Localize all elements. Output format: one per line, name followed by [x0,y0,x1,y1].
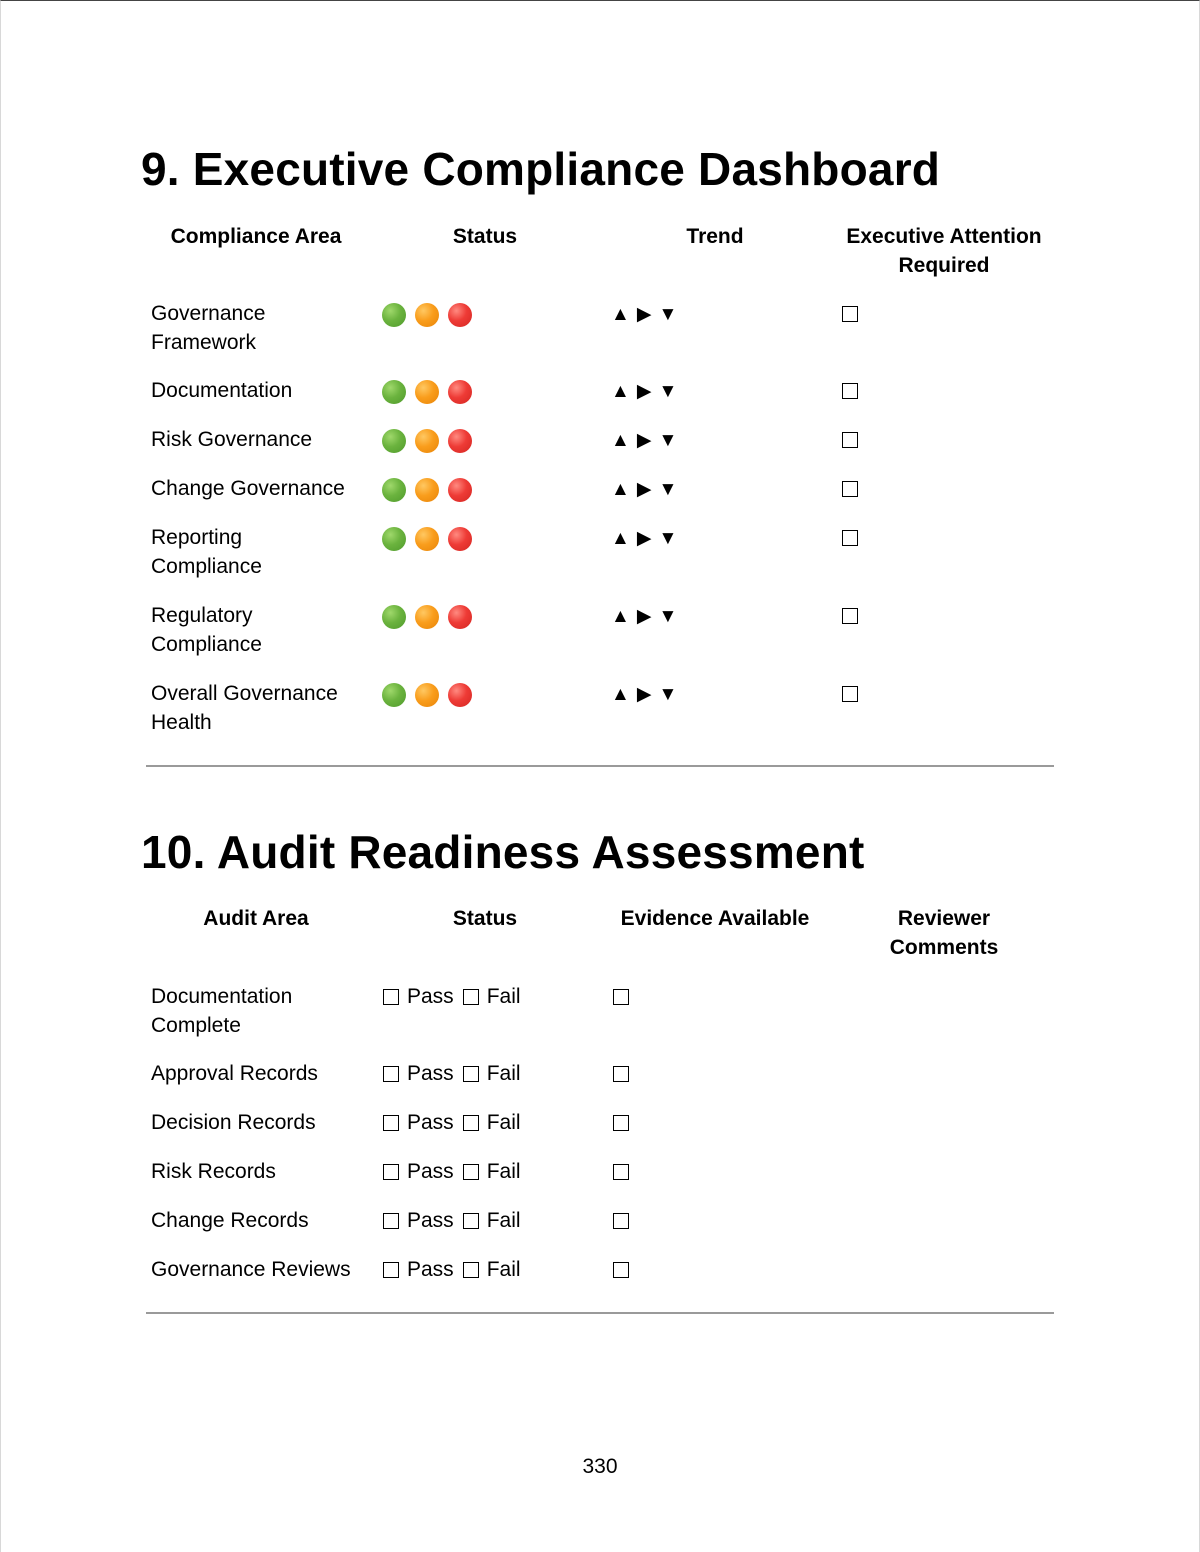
fail-checkbox[interactable] [463,1164,479,1180]
section-9-title: 9. Executive Compliance Dashboard [141,143,941,195]
section-divider [146,1312,1054,1314]
executive-attention-checkbox[interactable] [842,306,858,322]
fail-checkbox[interactable] [463,1262,479,1278]
green-status-dot-icon[interactable] [382,429,406,453]
red-status-dot-icon[interactable] [448,683,472,707]
trend-down-icon[interactable]: ▼ [658,304,680,325]
pass-fail-group [383,1158,521,1186]
header-status: Status [452,225,518,248]
trend-right-icon[interactable]: ▶ [636,479,654,500]
compliance-area-label [151,426,376,455]
compliance-area-line2: Compliance [151,554,262,578]
pass-option[interactable] [383,985,454,1008]
audit-area-line1: Risk Records [151,1160,276,1183]
trend-indicator [611,605,684,629]
pass-fail-group [383,1060,521,1088]
red-status-dot-icon[interactable] [448,605,472,629]
trend-up-icon[interactable]: ▲ [611,381,632,402]
executive-attention-checkbox[interactable] [842,432,858,448]
executive-attention-checkbox[interactable] [842,530,858,546]
trend-right-icon[interactable]: ▶ [636,606,654,627]
orange-status-dot-icon[interactable] [415,303,439,327]
trend-indicator [611,527,684,551]
fail-checkbox[interactable] [463,1066,479,1082]
trend-up-icon[interactable]: ▲ [611,684,632,705]
trend-down-icon[interactable]: ▼ [658,606,680,627]
audit-area-label [151,1207,376,1236]
section-divider [146,765,1054,767]
compliance-area-line1: Risk Governance [151,428,313,451]
pass-label: Pass [407,1160,454,1183]
status-indicator [382,683,472,707]
audit-area-line1: Change Records [151,1209,309,1232]
trend-indicator [611,303,684,327]
red-status-dot-icon[interactable] [448,478,472,502]
compliance-area-line2: Compliance [151,632,262,656]
fail-option[interactable] [463,1160,521,1183]
audit-area-line1: Governance Reviews [151,1258,351,1281]
pass-checkbox[interactable] [383,1066,399,1082]
fail-checkbox[interactable] [463,1115,479,1131]
red-status-dot-icon[interactable] [448,429,472,453]
trend-up-icon[interactable]: ▲ [611,430,632,451]
green-status-dot-icon[interactable] [382,683,406,707]
green-status-dot-icon[interactable] [382,605,406,629]
audit-area-label [151,1158,376,1187]
evidence-available-checkbox[interactable] [613,1262,629,1278]
audit-area-line1: Approval Records [151,1062,318,1085]
pass-label: Pass [407,985,454,1008]
pass-label: Pass [407,1258,454,1281]
pass-option[interactable] [383,1111,454,1134]
green-status-dot-icon[interactable] [382,303,406,327]
fail-label: Fail [486,985,521,1008]
trend-up-icon[interactable]: ▲ [611,304,632,325]
pass-fail-group [383,1256,521,1284]
trend-up-icon[interactable]: ▲ [611,479,632,500]
fail-label: Fail [486,1209,521,1232]
compliance-area-label [151,475,376,504]
fail-checkbox[interactable] [463,989,479,1005]
header-reviewer-comments-line1: Reviewer [897,907,991,930]
orange-status-dot-icon[interactable] [415,683,439,707]
status-indicator [382,380,472,404]
audit-area-label [151,1060,376,1089]
audit-area-line1: Decision Records [151,1111,316,1134]
compliance-area-line1: Change Governance [151,477,345,500]
header-executive-attention-line1: Executive Attention [846,225,1042,248]
green-status-dot-icon[interactable] [382,478,406,502]
pass-label: Pass [407,1062,454,1085]
pass-label: Pass [407,1111,454,1134]
trend-indicator [611,429,684,453]
compliance-area-line1: Governance [151,302,266,325]
status-indicator [382,429,472,453]
header-compliance-area: Compliance Area [170,225,342,248]
compliance-area-label [151,680,376,737]
red-status-dot-icon[interactable] [448,527,472,551]
fail-label: Fail [486,1258,521,1281]
fail-label: Fail [486,1111,521,1134]
evidence-available-checkbox[interactable] [613,1115,629,1131]
trend-indicator [611,683,684,707]
trend-right-icon[interactable]: ▶ [636,381,654,402]
compliance-area-line1: Overall Governance [151,682,338,705]
compliance-area-label [151,300,376,357]
orange-status-dot-icon[interactable] [415,380,439,404]
green-status-dot-icon[interactable] [382,380,406,404]
header-executive-attention [834,222,1054,280]
fail-option[interactable] [463,985,521,1008]
compliance-area-line2: Health [151,710,212,734]
trend-up-icon[interactable]: ▲ [611,606,632,627]
header-audit-area: Audit Area [203,907,309,930]
trend-indicator [611,478,684,502]
page-number: 330 [582,1455,618,1478]
pass-checkbox[interactable] [383,1164,399,1180]
trend-indicator [611,380,684,404]
audit-area-label [151,1256,376,1285]
compliance-area-label [151,377,376,406]
evidence-available-checkbox[interactable] [613,1164,629,1180]
trend-right-icon[interactable]: ▶ [636,528,654,549]
green-status-dot-icon[interactable] [382,527,406,551]
orange-status-dot-icon[interactable] [415,478,439,502]
trend-down-icon[interactable]: ▼ [658,430,680,451]
trend-up-icon[interactable]: ▲ [611,528,632,549]
compliance-area-line1: Reporting [151,526,243,549]
trend-down-icon[interactable]: ▼ [658,528,680,549]
audit-area-line2: Complete [151,1013,241,1037]
section-10-title: 10. Audit Readiness Assessment [141,826,865,878]
compliance-area-line1: Regulatory [151,604,253,627]
header-evidence-available: Evidence Available [620,907,810,930]
fail-label: Fail [486,1062,521,1085]
executive-attention-checkbox[interactable] [842,383,858,399]
executive-attention-checkbox[interactable] [842,481,858,497]
pass-fail-group [383,1109,521,1137]
red-status-dot-icon[interactable] [448,303,472,327]
pass-fail-group [383,1207,521,1235]
orange-status-dot-icon[interactable] [415,605,439,629]
status-indicator [382,605,472,629]
status-indicator [382,527,472,551]
orange-status-dot-icon[interactable] [415,527,439,551]
pass-checkbox[interactable] [383,1213,399,1229]
status-indicator [382,303,472,327]
header-reviewer-comments [834,904,1054,962]
fail-option[interactable] [463,1062,521,1085]
red-status-dot-icon[interactable] [448,380,472,404]
compliance-area-label [151,602,376,659]
executive-attention-checkbox[interactable] [842,608,858,624]
pass-checkbox[interactable] [383,1115,399,1131]
status-indicator [382,478,472,502]
pass-option[interactable] [383,1160,454,1183]
fail-label: Fail [486,1160,521,1183]
fail-option[interactable] [463,1209,521,1232]
compliance-area-line2: Framework [151,330,257,354]
fail-option[interactable] [463,1111,521,1134]
evidence-available-checkbox[interactable] [613,1213,629,1229]
pass-option[interactable] [383,1062,454,1085]
fail-option[interactable] [463,1258,521,1281]
header-status: Status [452,907,518,930]
trend-right-icon[interactable]: ▶ [636,684,654,705]
pass-checkbox[interactable] [383,989,399,1005]
orange-status-dot-icon[interactable] [415,429,439,453]
fail-checkbox[interactable] [463,1213,479,1229]
executive-attention-checkbox[interactable] [842,686,858,702]
header-executive-attention-line2: Required [898,254,990,277]
pass-fail-group [383,983,521,1011]
compliance-area-line1: Documentation [151,379,293,402]
pass-option[interactable] [383,1258,454,1281]
header-trend: Trend [686,225,744,248]
trend-right-icon[interactable]: ▶ [636,430,654,451]
pass-label: Pass [407,1209,454,1232]
compliance-area-label [151,524,376,581]
evidence-available-checkbox[interactable] [613,989,629,1005]
header-reviewer-comments-line2: Comments [889,936,999,959]
trend-down-icon[interactable]: ▼ [658,479,680,500]
audit-area-line1: Documentation [151,985,293,1008]
evidence-available-checkbox[interactable] [613,1066,629,1082]
trend-right-icon[interactable]: ▶ [636,304,654,325]
pass-checkbox[interactable] [383,1262,399,1278]
trend-down-icon[interactable]: ▼ [658,684,680,705]
audit-area-label [151,1109,376,1138]
audit-area-label [151,983,376,1040]
pass-option[interactable] [383,1209,454,1232]
trend-down-icon[interactable]: ▼ [658,381,680,402]
